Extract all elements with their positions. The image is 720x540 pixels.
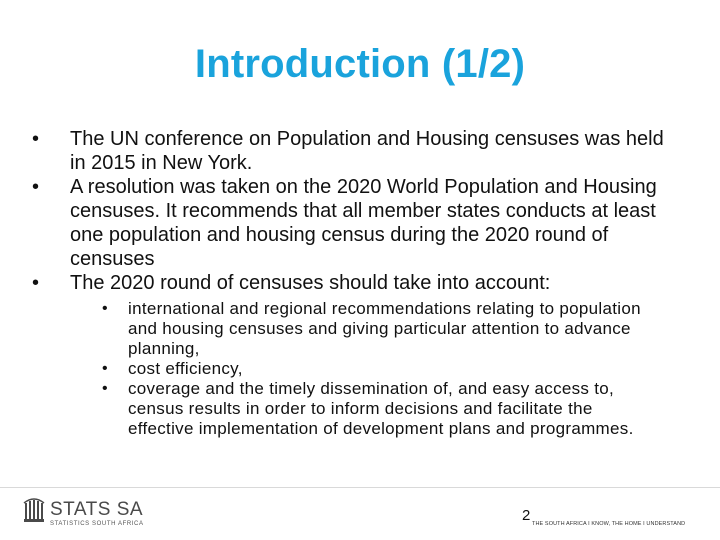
bullet-text: The UN conference on Population and Housing censuses was held in 2015 in New York. <box>70 128 664 174</box>
bullet-item <box>32 127 682 175</box>
sub-bullet-item <box>102 299 662 359</box>
bullet-marker: • <box>102 360 108 377</box>
bullet-marker: • <box>32 128 40 150</box>
bullet-marker: • <box>32 272 40 294</box>
page-number: 2 <box>522 507 531 524</box>
sub-bullet-text: cost efficiency, <box>128 359 243 378</box>
sub-bullet-text: international and regional recommendations relating to population and housing censuses and giving particular attention to advance planning, <box>128 299 641 358</box>
stats-sa-logo <box>22 497 142 531</box>
footer <box>0 487 720 540</box>
stats-sa-logo-icon <box>22 497 46 529</box>
sub-bullet-item <box>102 379 662 439</box>
bullet-marker: • <box>102 380 108 397</box>
logo-text: STATS SA <box>50 499 144 520</box>
logo-subtext: STATISTICS SOUTH AFRICA <box>50 521 144 527</box>
bullet-item <box>32 271 682 295</box>
sub-bullet-list <box>102 299 662 439</box>
sub-bullet-text: coverage and the timely dissemination of, and easy access to, census results in order to inform decisions and facilitate the effective implementation of development plans and programmes. <box>128 379 634 438</box>
slide-title: Introduction (1/2) <box>194 42 526 86</box>
footer-divider <box>0 487 720 488</box>
bullet-marker: • <box>102 300 108 317</box>
bullet-text: The 2020 round of censuses should take into account: <box>70 272 551 294</box>
bullet-item <box>32 175 682 271</box>
bullet-text: A resolution was taken on the 2020 World Population and Housing censuses. It recommends that all member states conducts at least one population and housing census during the 2020 round of censuses <box>70 176 657 270</box>
footer-tagline: THE SOUTH AFRICA I KNOW, THE HOME I UNDERSTAND <box>532 521 686 527</box>
bullet-marker: • <box>32 176 40 198</box>
bullet-list <box>32 127 682 295</box>
sub-bullet-item <box>102 359 662 379</box>
